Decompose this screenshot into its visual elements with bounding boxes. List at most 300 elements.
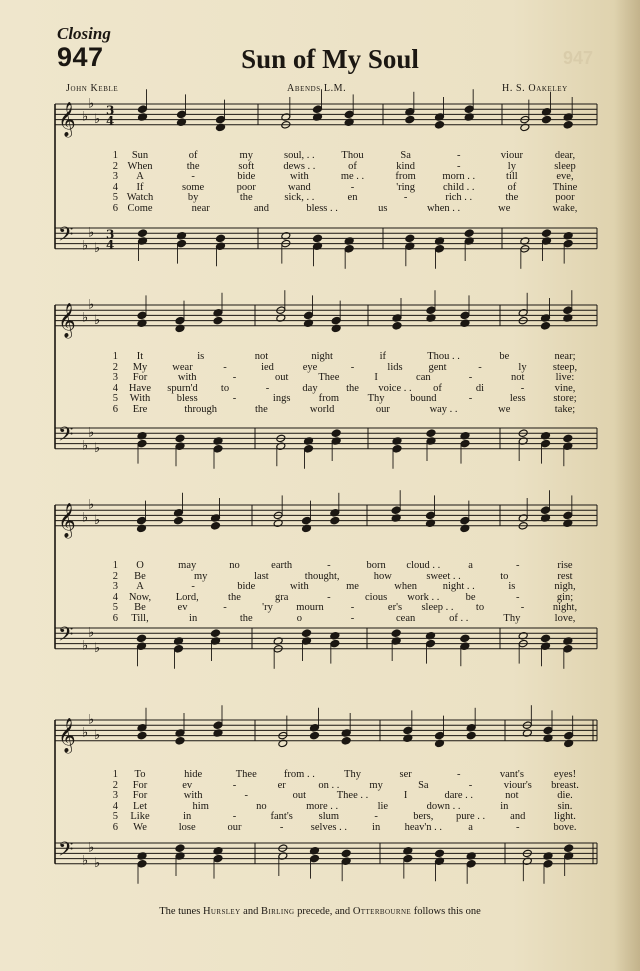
lyric-syllable: born bbox=[366, 560, 386, 571]
treble-note bbox=[563, 511, 573, 520]
verse-number: 3 bbox=[112, 372, 118, 384]
lyric-syllable: lie bbox=[377, 800, 389, 812]
lyric-syllable: - bbox=[520, 602, 525, 614]
lyric-syllable: rise bbox=[557, 560, 573, 571]
bass-note bbox=[331, 429, 341, 438]
lyric-syllable: of bbox=[433, 382, 442, 394]
lyric-syllable: with bbox=[290, 581, 309, 593]
lyric-syllable: in bbox=[372, 822, 381, 833]
lyric-syllable: more . . bbox=[306, 800, 339, 812]
flat-icon: ♭ bbox=[88, 425, 95, 441]
flat-icon: ♭ bbox=[94, 313, 101, 328]
bass-note bbox=[435, 245, 445, 254]
lyric-syllable: heav'n . . bbox=[404, 822, 443, 833]
lyric-syllable: - bbox=[223, 361, 227, 373]
lyric-syllable: A bbox=[136, 581, 144, 593]
lyric-syllable: day bbox=[302, 382, 318, 394]
lyric-syllable: when . . bbox=[426, 203, 461, 214]
verse-number: 2 bbox=[112, 160, 118, 172]
bass-note bbox=[137, 634, 147, 643]
lyric-syllable: - bbox=[457, 769, 461, 780]
lyric-syllable: on . . bbox=[318, 779, 340, 791]
verse-number: 5 bbox=[112, 393, 118, 405]
lyric-syllable: light. bbox=[554, 811, 576, 823]
lyric-syllable: a bbox=[468, 560, 473, 571]
lyric-syllable: live: bbox=[555, 372, 575, 384]
lyric-syllable: I bbox=[374, 372, 378, 384]
bass-note bbox=[138, 229, 148, 238]
lyric-syllable: from . . bbox=[283, 769, 315, 780]
bass-note bbox=[175, 434, 185, 443]
bass-clef-icon: 𝄢 bbox=[58, 837, 74, 866]
flat-icon: ♭ bbox=[94, 856, 101, 872]
flat-icon: ♭ bbox=[94, 641, 101, 657]
lyric-syllable: breast. bbox=[551, 779, 579, 791]
lyric-syllable: from bbox=[318, 393, 340, 405]
lyric-syllable: the bbox=[346, 382, 359, 394]
verse-number: 3 bbox=[112, 581, 118, 593]
treble-note bbox=[313, 105, 323, 114]
lyric-syllable: soft bbox=[238, 160, 255, 172]
lyric-syllable: If bbox=[136, 181, 144, 193]
composer: H. S. Oakeley bbox=[502, 83, 568, 94]
treble-note bbox=[175, 316, 185, 325]
lyric-syllable: be bbox=[465, 591, 476, 603]
verse-number: 2 bbox=[112, 570, 118, 582]
lyric-syllable: - bbox=[468, 393, 473, 405]
treble-note bbox=[344, 110, 354, 119]
lyric-syllable: viour's bbox=[503, 779, 532, 791]
lyric-syllable: the bbox=[505, 192, 519, 204]
footer-note bbox=[0, 906, 640, 917]
lyric-syllable: Let bbox=[133, 800, 147, 812]
lyric-syllable: eve, bbox=[556, 171, 574, 183]
lyric-syllable: It bbox=[136, 351, 144, 362]
bass-note bbox=[403, 854, 413, 863]
flat-icon: ♭ bbox=[82, 853, 89, 869]
lyric-syllable: night bbox=[311, 351, 333, 362]
lyric-syllable: Thee bbox=[235, 769, 257, 780]
treble-note bbox=[392, 322, 402, 331]
lyric-syllable: pure . . bbox=[455, 811, 486, 823]
verse-number: 6 bbox=[112, 822, 118, 833]
lyric-syllable: in bbox=[500, 800, 509, 812]
lyric-syllable: poor bbox=[555, 192, 575, 204]
lyric-syllable: er bbox=[277, 779, 286, 791]
lyric-syllable: Sa bbox=[418, 779, 429, 791]
lyric-syllable: selves . . bbox=[310, 822, 347, 833]
lyric-syllable: Thy bbox=[344, 769, 361, 780]
lyric-syllable: and bbox=[253, 203, 270, 214]
lyric-syllable: - bbox=[191, 581, 195, 593]
section-heading: Closing bbox=[57, 24, 111, 43]
treble-clef-icon: 𝄞 bbox=[58, 302, 76, 338]
lyric-syllable: dear, bbox=[554, 150, 576, 161]
lyric-syllable: the bbox=[255, 404, 268, 415]
bass-note bbox=[563, 645, 573, 654]
lyric-syllable: with bbox=[183, 790, 203, 802]
treble-note bbox=[435, 731, 445, 740]
lyric-syllable: - bbox=[279, 822, 284, 833]
lyric-syllable: my bbox=[193, 570, 208, 582]
lyric-syllable: me bbox=[346, 581, 359, 593]
flat-icon: ♭ bbox=[88, 840, 95, 856]
lyric-syllable: bless . . bbox=[306, 203, 338, 214]
lyric-syllable: not bbox=[511, 372, 525, 384]
lyric-syllable: fant's bbox=[270, 811, 293, 823]
lyric-syllable: - bbox=[403, 192, 408, 204]
lyric-syllable: - bbox=[265, 382, 270, 394]
lyric-syllable: my bbox=[239, 150, 253, 161]
flat-icon: ♭ bbox=[88, 225, 95, 241]
lyric-syllable: nigh, bbox=[554, 581, 576, 593]
treble-note bbox=[426, 511, 436, 520]
lyric-syllable: the bbox=[228, 591, 241, 603]
bass-note bbox=[460, 439, 470, 448]
flat-icon: ♭ bbox=[88, 497, 95, 513]
lyric-syllable: - bbox=[468, 779, 473, 791]
treble-note bbox=[302, 516, 312, 525]
tune-name: Abends L.M. bbox=[287, 83, 347, 94]
treble-note bbox=[138, 105, 148, 114]
bass-note bbox=[211, 629, 221, 638]
flat-icon: ♭ bbox=[82, 109, 89, 125]
lyric-syllable: night . . bbox=[442, 581, 475, 593]
lyric-syllable: and bbox=[510, 811, 526, 823]
lyric-syllable: viour bbox=[500, 150, 523, 161]
bass-note bbox=[174, 645, 184, 654]
footer-tune-otterbourne: Otterbourne bbox=[352, 906, 412, 917]
lyric-syllable: - bbox=[244, 790, 248, 802]
flat-icon: ♭ bbox=[94, 441, 101, 457]
lyric-syllable: to bbox=[500, 570, 509, 582]
lyric-syllable: dews . . bbox=[283, 160, 316, 172]
lyric-syllable: - bbox=[516, 591, 520, 603]
lyric-syllable: through bbox=[184, 404, 218, 415]
lyric-syllable: world bbox=[309, 404, 335, 415]
lyric-syllable: of bbox=[188, 150, 198, 161]
bass-clef-icon: 𝄢 bbox=[58, 622, 74, 651]
lyric-syllable: Have bbox=[128, 382, 152, 394]
bass-note bbox=[563, 434, 573, 443]
lyric-syllable: - bbox=[232, 779, 237, 791]
lyric-syllable: Come bbox=[127, 203, 153, 214]
lyric-syllable: we bbox=[498, 404, 511, 415]
lyric-syllable: to bbox=[220, 382, 230, 394]
lyric-syllable: sin. bbox=[557, 800, 573, 812]
lyric-syllable: in bbox=[189, 613, 198, 624]
lyric-syllable: way . . bbox=[429, 404, 458, 415]
lyric-syllable: love, bbox=[554, 613, 576, 624]
lyric-syllable: our bbox=[375, 404, 390, 415]
footer-tune-hursley: Hursley bbox=[202, 906, 241, 917]
lyric-syllable: ser bbox=[399, 769, 412, 780]
lyric-syllable: near bbox=[191, 203, 210, 214]
lyric-syllable: my bbox=[369, 779, 383, 791]
bass-note bbox=[302, 629, 312, 638]
lyric-syllable: bound bbox=[410, 393, 437, 405]
verse-number: 1 bbox=[112, 769, 118, 780]
lyric-syllable: bide bbox=[237, 171, 256, 183]
treble-note bbox=[563, 121, 573, 130]
lyric-syllable: we bbox=[498, 203, 511, 214]
verse-number: 3 bbox=[112, 790, 118, 802]
treble-note bbox=[174, 516, 184, 525]
treble-note bbox=[137, 731, 147, 740]
lyric-syllable: thought, bbox=[304, 570, 340, 582]
treble-note bbox=[310, 731, 320, 740]
lyric-syllable: bers, bbox=[413, 811, 434, 823]
lyric-syllable: sweet . . bbox=[426, 570, 461, 582]
treble-note bbox=[175, 737, 185, 746]
lyric-syllable: bove. bbox=[553, 822, 577, 833]
lyric-syllable: can bbox=[416, 372, 431, 384]
treble-note bbox=[435, 121, 445, 130]
footer-middle: precede, and bbox=[294, 906, 353, 917]
treble-note bbox=[563, 306, 573, 315]
lyric-syllable: some bbox=[182, 181, 205, 193]
bass-note bbox=[313, 234, 323, 243]
lyric-syllable: Like bbox=[130, 811, 150, 823]
lyric-syllable: by bbox=[187, 192, 199, 204]
bass-note bbox=[330, 639, 340, 648]
lyric-syllable: mourn bbox=[296, 602, 324, 614]
lyric-syllable: a bbox=[468, 822, 473, 833]
bass-note bbox=[464, 229, 474, 238]
lyric-syllable: cloud . . bbox=[406, 560, 441, 571]
lyric-syllable: - bbox=[350, 602, 355, 614]
lyric-syllable: kind bbox=[396, 160, 415, 172]
flat-icon: ♭ bbox=[94, 728, 101, 743]
lyric-syllable: eyes! bbox=[553, 769, 577, 780]
treble-note bbox=[213, 721, 223, 730]
flat-icon: ♭ bbox=[94, 513, 101, 528]
treble-note bbox=[426, 306, 436, 315]
lyric-syllable: - bbox=[457, 150, 461, 161]
lyric-syllable: - bbox=[223, 602, 227, 614]
bass-note bbox=[460, 634, 470, 643]
lyric-syllable: of bbox=[507, 181, 517, 193]
lyric-syllable: wand bbox=[288, 181, 311, 193]
lyric-syllable: Be bbox=[134, 602, 146, 614]
lyric-syllable: 'ring bbox=[396, 181, 416, 193]
lyric-syllable: be bbox=[499, 351, 510, 362]
flat-icon: ♭ bbox=[88, 712, 95, 728]
treble-note bbox=[464, 105, 474, 114]
lyric-syllable: rich . . bbox=[445, 192, 473, 204]
lyric-syllable: sick, . . bbox=[284, 192, 315, 204]
lyric-syllable: to bbox=[475, 602, 485, 614]
treble-note bbox=[460, 516, 470, 525]
lyric-syllable: with bbox=[177, 372, 197, 384]
lyric-syllable: voice . . bbox=[378, 382, 412, 394]
time-signature-digit: 4 bbox=[106, 113, 115, 128]
lyric-syllable: slum bbox=[318, 811, 340, 823]
bass-note bbox=[541, 634, 551, 643]
bass-note bbox=[304, 445, 314, 454]
treble-note bbox=[341, 737, 351, 746]
lyric-syllable: wake, bbox=[552, 203, 578, 214]
bass-note bbox=[543, 860, 553, 869]
lyric-syllable: - bbox=[232, 372, 237, 384]
lyric-syllable: bless bbox=[176, 393, 198, 405]
lyric-syllable: no bbox=[229, 560, 240, 571]
lyric-syllable: may bbox=[178, 560, 197, 571]
lyric-syllable: - bbox=[232, 393, 237, 405]
lyric-syllable: - bbox=[350, 181, 355, 193]
lyric-syllable: of bbox=[348, 160, 357, 172]
treble-note bbox=[564, 731, 574, 740]
lyric-syllable: not bbox=[505, 790, 519, 802]
lyric-syllable: when bbox=[394, 581, 417, 593]
lyric-syllable: A bbox=[136, 171, 144, 183]
lyric-syllable: cious bbox=[365, 591, 388, 603]
lyric-syllable: is bbox=[197, 351, 205, 362]
lyric-syllable: from bbox=[395, 171, 416, 183]
bass-note bbox=[391, 629, 401, 638]
bleed-through-number: 947 bbox=[563, 48, 594, 68]
verse-number: 4 bbox=[112, 591, 118, 603]
lyric-syllable: is bbox=[508, 581, 516, 593]
bass-note bbox=[175, 844, 185, 853]
lyric-syllable: the bbox=[239, 613, 253, 624]
words-author: John Keble bbox=[66, 83, 119, 94]
lyric-syllable: the bbox=[186, 160, 200, 172]
treble-note bbox=[460, 311, 470, 320]
treble-note bbox=[543, 726, 553, 735]
verse-number: 4 bbox=[112, 181, 118, 193]
treble-note bbox=[330, 516, 340, 525]
lyric-syllable: vant's bbox=[499, 769, 524, 780]
lyric-syllable: how bbox=[373, 570, 392, 582]
bass-note bbox=[435, 849, 445, 858]
treble-clef-icon: 𝄞 bbox=[58, 502, 76, 538]
lyric-syllable: lids bbox=[387, 361, 403, 373]
lyric-syllable: Thou bbox=[341, 150, 364, 161]
lyric-syllable: To bbox=[134, 769, 146, 780]
lyric-syllable: - bbox=[478, 361, 482, 373]
treble-note bbox=[403, 726, 413, 735]
lyric-syllable: till bbox=[506, 171, 518, 183]
lyric-syllable: - bbox=[350, 613, 355, 624]
verse-number: 6 bbox=[112, 203, 118, 214]
lyric-syllable: Watch bbox=[126, 192, 154, 204]
lyric-syllable: - bbox=[457, 160, 461, 172]
lyric-syllable: gin; bbox=[556, 591, 574, 603]
lyric-syllable: me . . bbox=[340, 171, 365, 183]
lyric-syllable: bide bbox=[237, 581, 256, 593]
verse-number: 2 bbox=[112, 361, 118, 373]
treble-note bbox=[331, 316, 341, 325]
bass-note bbox=[563, 239, 573, 248]
treble-note bbox=[541, 506, 551, 515]
lyric-syllable: no bbox=[256, 800, 267, 812]
lyric-syllable: ev bbox=[182, 779, 193, 791]
bass-note bbox=[137, 860, 147, 869]
verse-number: 6 bbox=[112, 404, 118, 415]
lyric-syllable: 'ry bbox=[262, 602, 273, 614]
treble-note bbox=[405, 115, 415, 124]
lyric-syllable: us bbox=[378, 203, 388, 214]
lyric-syllable: our bbox=[227, 822, 242, 833]
lyric-syllable: child . . bbox=[443, 181, 475, 193]
lyric-syllable: Thee bbox=[318, 372, 340, 384]
lyric-syllable: Ere bbox=[132, 404, 148, 415]
lyric-syllable: gent bbox=[428, 361, 447, 373]
flat-icon: ♭ bbox=[94, 112, 101, 127]
lyric-syllable: My bbox=[132, 361, 148, 373]
lyric-syllable: en bbox=[347, 192, 358, 204]
flat-icon: ♭ bbox=[94, 241, 101, 257]
lyric-syllable: of . . bbox=[449, 613, 469, 624]
lyric-syllable: sleep . . bbox=[421, 602, 454, 614]
lyric-syllable: ly bbox=[507, 160, 516, 172]
flat-icon: ♭ bbox=[88, 96, 95, 112]
lyric-syllable: Thou . . bbox=[427, 351, 460, 362]
flat-icon: ♭ bbox=[88, 625, 95, 641]
verse-number: 1 bbox=[112, 351, 118, 362]
bass-note bbox=[564, 844, 574, 853]
treble-note bbox=[391, 506, 401, 515]
bass-clef-icon: 𝄢 bbox=[58, 422, 74, 451]
footer-tune-birling: Birling bbox=[260, 906, 295, 917]
lyric-syllable: if bbox=[379, 351, 387, 362]
lyric-syllable: near; bbox=[554, 351, 576, 362]
lyric-syllable: O bbox=[136, 560, 144, 571]
verse-number: 5 bbox=[112, 192, 118, 204]
lyric-syllable: - bbox=[468, 372, 473, 384]
lyric-syllable: out bbox=[292, 790, 307, 802]
lyric-syllable: ev bbox=[177, 602, 188, 614]
lyric-syllable: take; bbox=[554, 404, 576, 415]
hymn-number: 947 bbox=[57, 42, 104, 72]
lyric-syllable: eye bbox=[302, 361, 318, 373]
lyric-syllable: store; bbox=[553, 393, 577, 405]
lyric-syllable: For bbox=[132, 779, 148, 791]
bass-note bbox=[310, 854, 320, 863]
lyric-syllable: For bbox=[132, 372, 148, 384]
footer-suffix: follows this one bbox=[411, 906, 481, 917]
bass-note bbox=[213, 854, 223, 863]
lyric-syllable: less bbox=[509, 393, 526, 405]
lyric-syllable: Thine bbox=[552, 181, 578, 193]
lyric-syllable: the bbox=[239, 192, 253, 204]
lyric-syllable: - bbox=[516, 560, 520, 571]
lyric-syllable: hide bbox=[184, 769, 203, 780]
lyric-syllable: steep, bbox=[552, 361, 578, 373]
bass-note bbox=[426, 429, 436, 438]
verse-number: 6 bbox=[112, 613, 118, 624]
lyric-syllable: gra bbox=[274, 591, 289, 603]
lyric-syllable: Till, bbox=[131, 613, 149, 624]
flat-icon: ♭ bbox=[82, 638, 89, 654]
lyric-syllable: Sa bbox=[400, 150, 411, 161]
flat-icon: ♭ bbox=[82, 725, 89, 741]
lyric-syllable: soul, . . bbox=[284, 150, 315, 161]
footer-and: and bbox=[240, 906, 261, 917]
lyric-syllable: lose bbox=[178, 822, 196, 833]
flat-icon: ♭ bbox=[82, 238, 89, 254]
lyric-syllable: With bbox=[129, 393, 151, 405]
lyric-syllable: o bbox=[296, 613, 302, 624]
lyric-syllable: last bbox=[254, 570, 269, 582]
lyric-syllable: in bbox=[183, 811, 192, 823]
lyric-syllable: - bbox=[516, 822, 520, 833]
lyric-syllable: night, bbox=[552, 602, 578, 614]
flat-icon: ♭ bbox=[82, 310, 89, 326]
bass-note bbox=[542, 229, 552, 238]
bass-note bbox=[341, 849, 351, 858]
